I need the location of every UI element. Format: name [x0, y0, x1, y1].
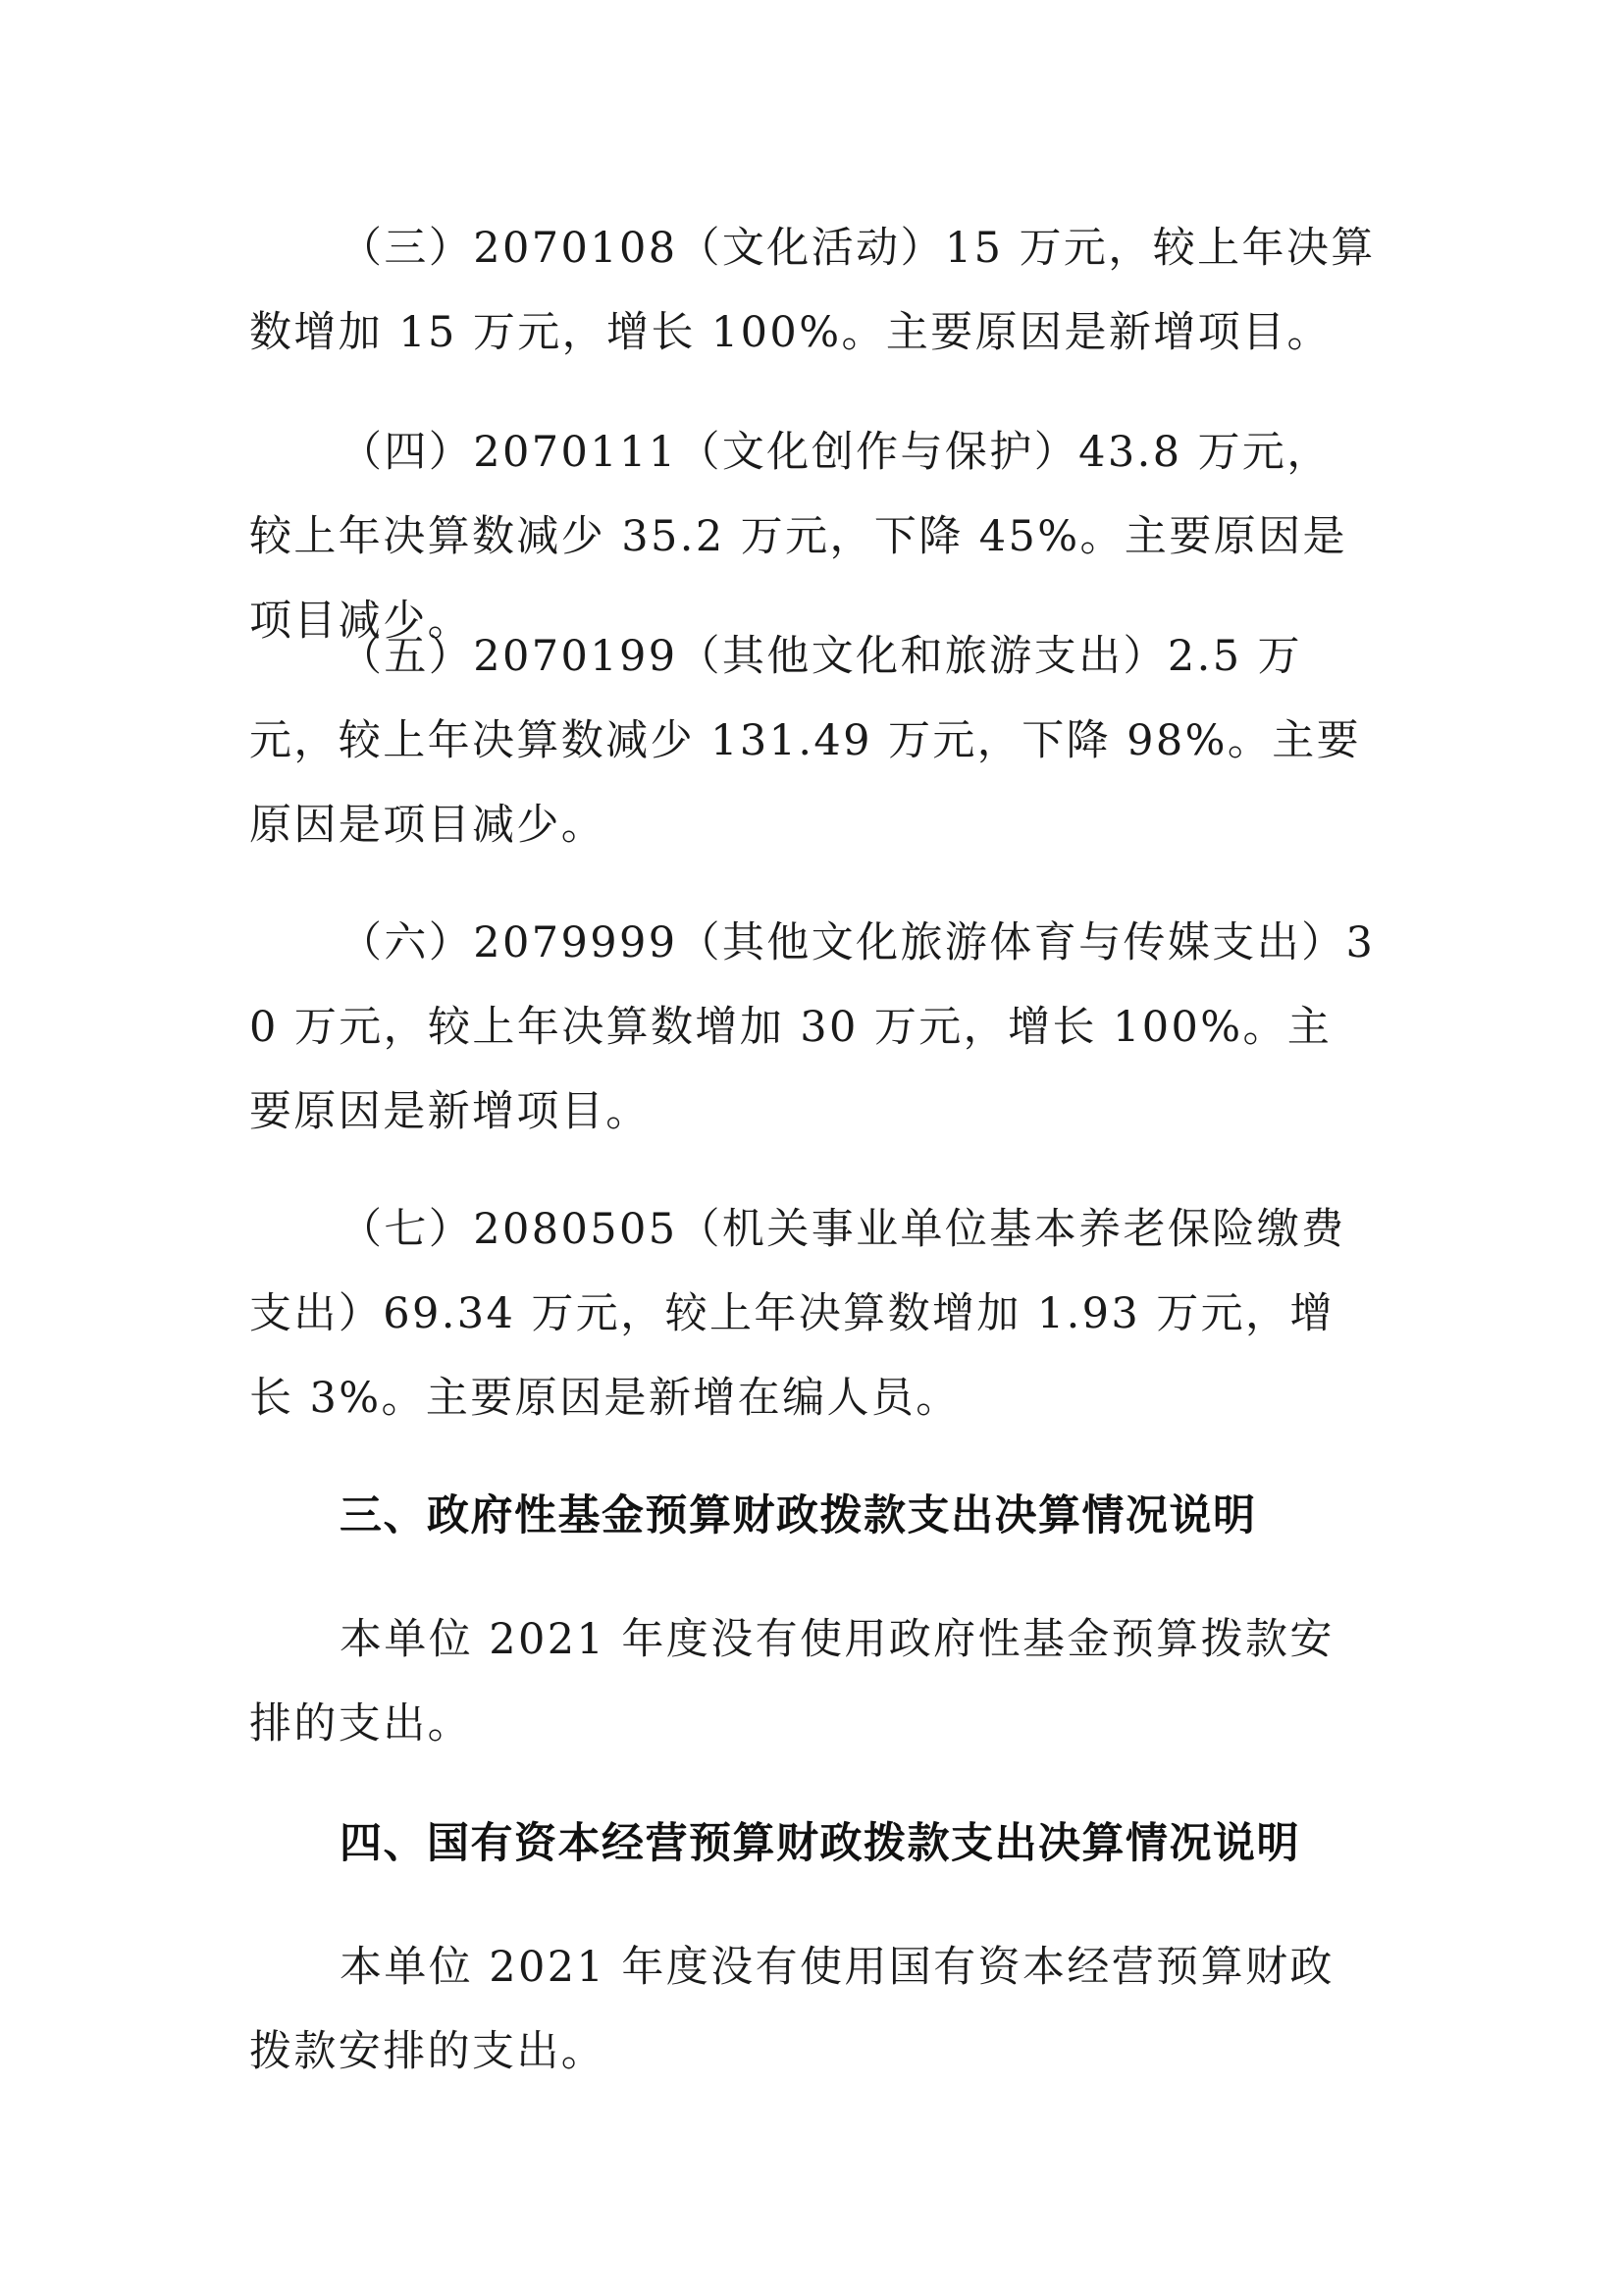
section-3-heading: 三、政府性基金预算财政拨款支出决算情况说明 [340, 1491, 1257, 1540]
section-4-body: 本单位 2021 年度没有使用国有资本经营预算财政拨款安排的支出。 [249, 1943, 1335, 2076]
paragraph-item-4: （四）2070111（文化创作与保护）43.8 万元，较上年决算数减少 35.2 万元，下降 45%。主要原因是项目减少。 [249, 428, 1347, 646]
paragraph-item-5: （五）2070199（其他文化和旅游支出）2.5 万元，较上年决算数减少 131.49 万元，下降 98%。主要原因是项目减少。 [249, 632, 1362, 850]
paragraph-item-3: （三）2070108（文化活动）15 万元，较上年决算数增加 15 万元，增长 100%。主要原因是新增项目。 [249, 224, 1376, 357]
paragraph-item-7: （七）2080505（机关事业单位基本养老保险缴费支出）69.34 万元，较上年决算数增加 1.93 万元，增长 3%。主要原因是新增在编人员。 [249, 1205, 1346, 1423]
section-4-heading: 四、国有资本经营预算财政拨款支出决算情况说明 [340, 1819, 1300, 1868]
paragraph-item-6: （六）2079999（其他文化旅游体育与传媒支出）30 万元，较上年决算数增加 30 万元，增长 100%。主要原因是新增项目。 [249, 918, 1376, 1136]
section-3-body: 本单位 2021 年度没有使用政府性基金预算拨款安排的支出。 [249, 1615, 1335, 1748]
